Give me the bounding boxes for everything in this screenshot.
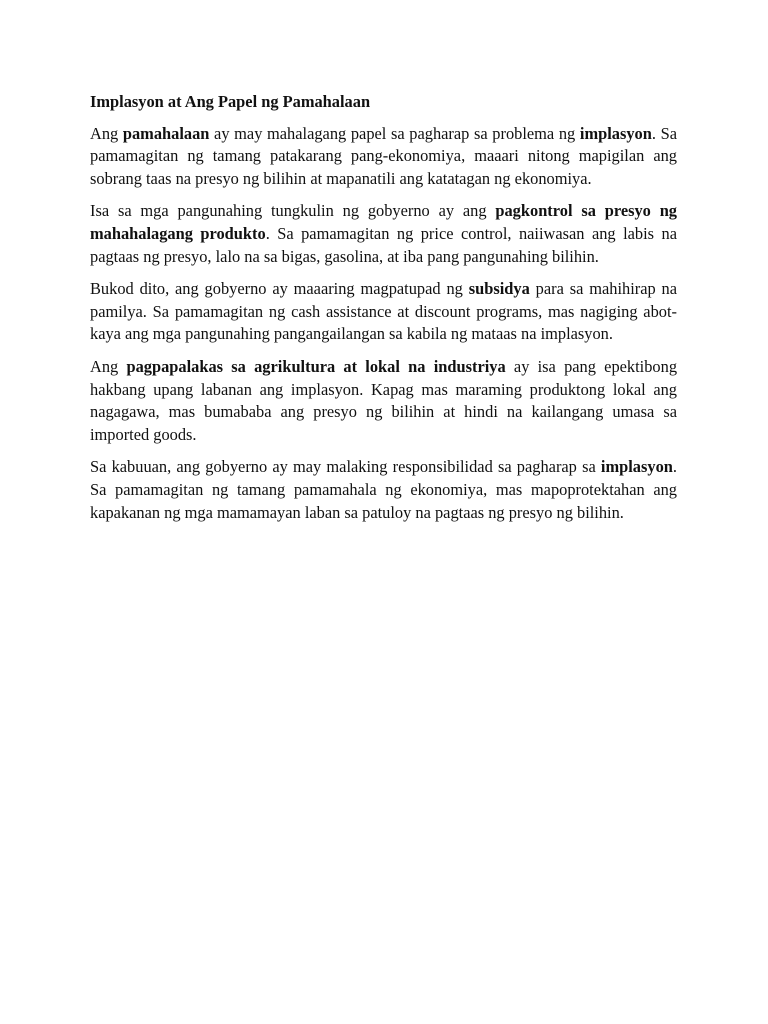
paragraph (90, 200, 677, 268)
text-run: ay may mahalagang papel sa pagharap sa problema ng (209, 123, 580, 143)
document-title: Implasyon at Ang Papel ng Pamahalaan (90, 92, 371, 111)
text-run: Isa sa mga pangunahing tungkulin ng gobyerno ay ang (90, 201, 496, 221)
bold-text-run: implasyon (600, 457, 673, 477)
text-run: . Sa pamamagitan ng tamang pamamahala ng ekonomiya, mas mapoprotektahan ang kapakanan ng mga mamamayan laban sa patuloy na pagtaas ng presyo ng bilihin. (90, 457, 677, 522)
text-run: Bukod dito, ang gobyerno ay maaaring magpatupad ng (90, 279, 469, 299)
paragraph (90, 356, 677, 446)
bold-text-run: pagkontrol sa presyo ng mahahalagang produkto (90, 201, 678, 243)
bold-text-run: pamahalaan (122, 123, 210, 143)
text-run: ay isa pang epektibong hakbang upang labanan ang implasyon. Kapag mas maraming produktong lokal ang nagagawa, mas bumababa ang presyo ng bilihin at hindi na kailangang umasa sa imported goods. (90, 356, 678, 444)
bold-text-run: subsidya (468, 279, 530, 299)
bold-text-run: pagpapalakas sa agrikultura at lokal na industriya (126, 356, 506, 376)
bold-text-run: implasyon (579, 123, 652, 143)
text-run: para sa mahihirap na pamilya. Sa pamamagitan ng cash assistance at discount programs, mas nagiging abot-kaya ang mga pangunahing pangangailangan sa kabila ng mataas na implasyon. (90, 279, 678, 344)
paragraph (90, 278, 677, 346)
document-body (90, 91, 677, 534)
text-run: Ang (90, 356, 127, 376)
text-run: Ang (90, 123, 123, 143)
paragraph (90, 456, 677, 524)
text-run: . Sa pamamagitan ng price control, naiiwasan ang labis na pagtaas ng presyo, lalo na sa bigas, gasolina, at iba pang pangunahing bilihin. (90, 223, 677, 266)
paragraph-list (90, 123, 677, 525)
text-run: . Sa pamamagitan ng tamang patakarang pang-ekonomiya, maaari nitong mapigilan ang sobrang taas na presyo ng bilihin at mapanatili ang katatagan ng ekonomiya. (90, 123, 677, 188)
paragraph (90, 123, 677, 191)
text-run: Sa kabuuan, ang gobyerno ay may malaking responsibilidad sa pagharap sa (90, 457, 601, 477)
